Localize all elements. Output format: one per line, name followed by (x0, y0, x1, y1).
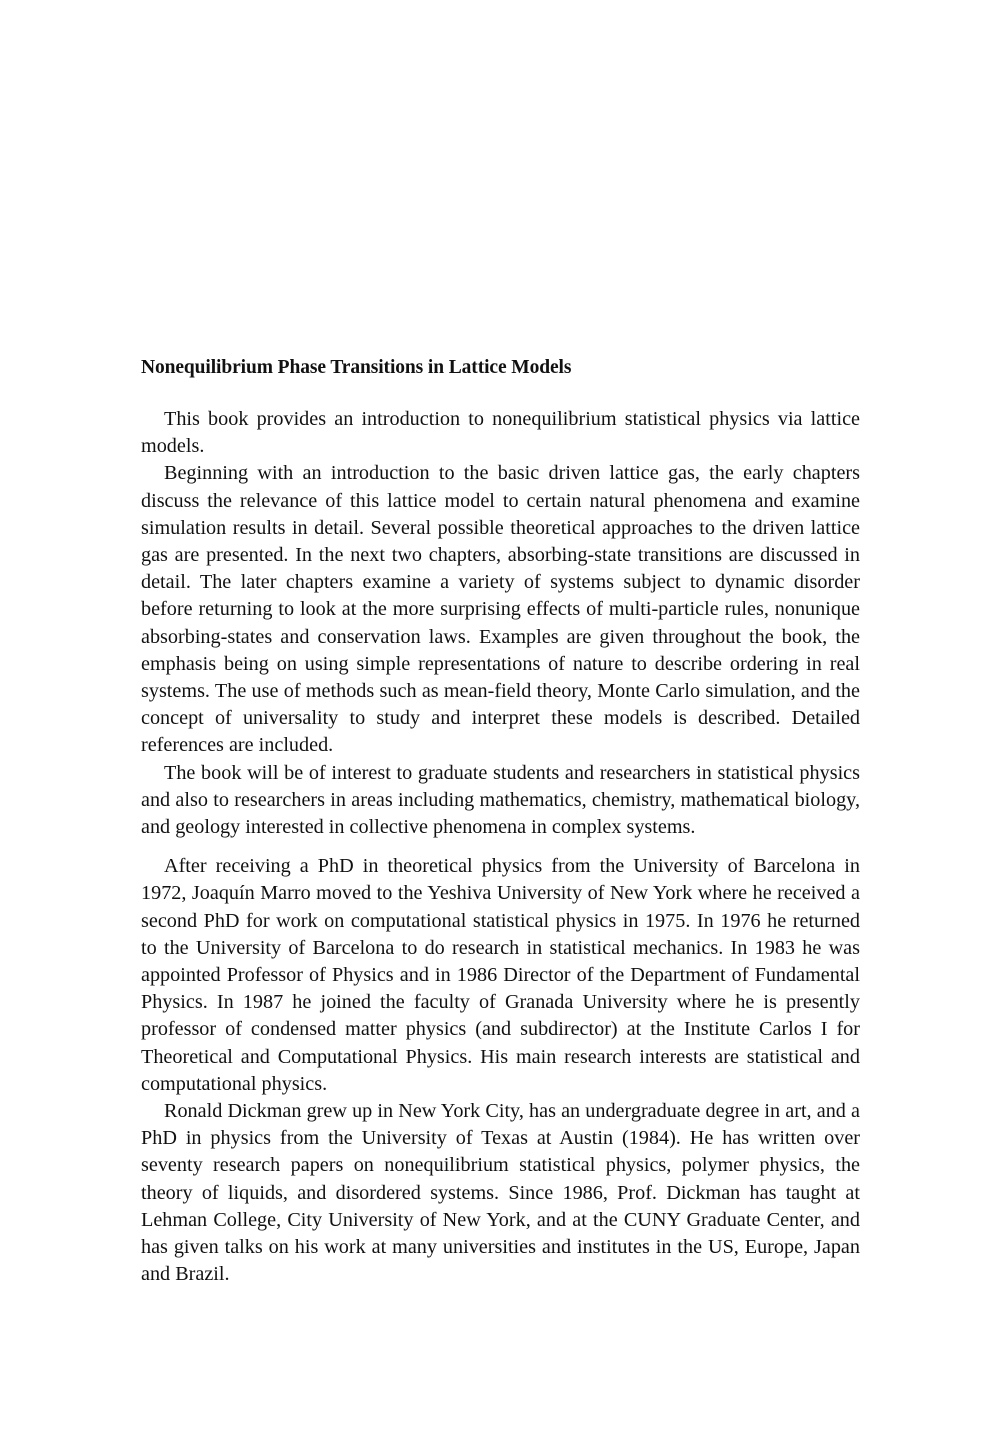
description-paragraph: The book will be of interest to graduate students and researchers in statistical physics and also to researchers in areas including mathematics, chemistry, mathematical biology, and geology interested in collective phenomena in complex systems. (141, 761, 860, 839)
description-paragraph: Beginning with an introduction to the basic driven lattice gas, the early chapters discuss the relevance of this lattice model to certain natural phenomena and examine simulation results in detail. Several possible theoretical approaches to the driven lattice gas are presented. In the next two chapters, absorbing-state transitions are discussed in detail. The later chapters examine a variety of systems subject to dynamic disorder before returning to look at the more surprising effects of multi-particle rules, nonunique absorbing-states and conservation laws. Examples are given throughout the book, the emphasis being on using simple representations of nature to describe ordering in real systems. The use of methods such as mean-field theory, Monte Carlo simulation, and the concept of universality to study and interpret these models is described. Detailed references are included. (141, 462, 860, 757)
author-biographies (141, 853, 860, 1288)
book-title: Nonequilibrium Phase Transitions in Lattice Models (141, 357, 572, 378)
author-bio-marro: After receiving a PhD in theoretical physics from the University of Barcelona in 1972, Joaquín Marro moved to the Yeshiva University of New York where he received a second PhD for work on computational statistical physics in 1975. In 1976 he returned to the University of Barcelona to do research in statistical mechanics. In 1983 he was appointed Professor of Physics and in 1986 Director of the Department of Fundamental Physics. In 1987 he joined the faculty of Granada University where he is presently professor of condensed matter physics (and subdirector) at the Institute Carlos I for Theoretical and Computational Physics. His main research interests are statistical and computational physics. (141, 855, 860, 1095)
description-paragraph: This book provides an introduction to nonequilibrium statistical physics via lattice models. (141, 408, 860, 458)
page-content (141, 354, 860, 1289)
section-gap (141, 841, 860, 853)
book-description (141, 406, 860, 841)
author-bio-dickman: Ronald Dickman grew up in New York City, has an undergraduate degree in art, and a PhD in physics from the University of Texas at Austin (1984). He has written over seventy research papers on nonequilibrium statistical physics, polymer physics, the theory of liquids, and disordered systems. Since 1986, Prof. Dickman has taught at Lehman College, City University of New York, and at the CUNY Graduate Center, and has given talks on his work at many universities and institutes in the US, Europe, Japan and Brazil. (141, 1100, 860, 1286)
